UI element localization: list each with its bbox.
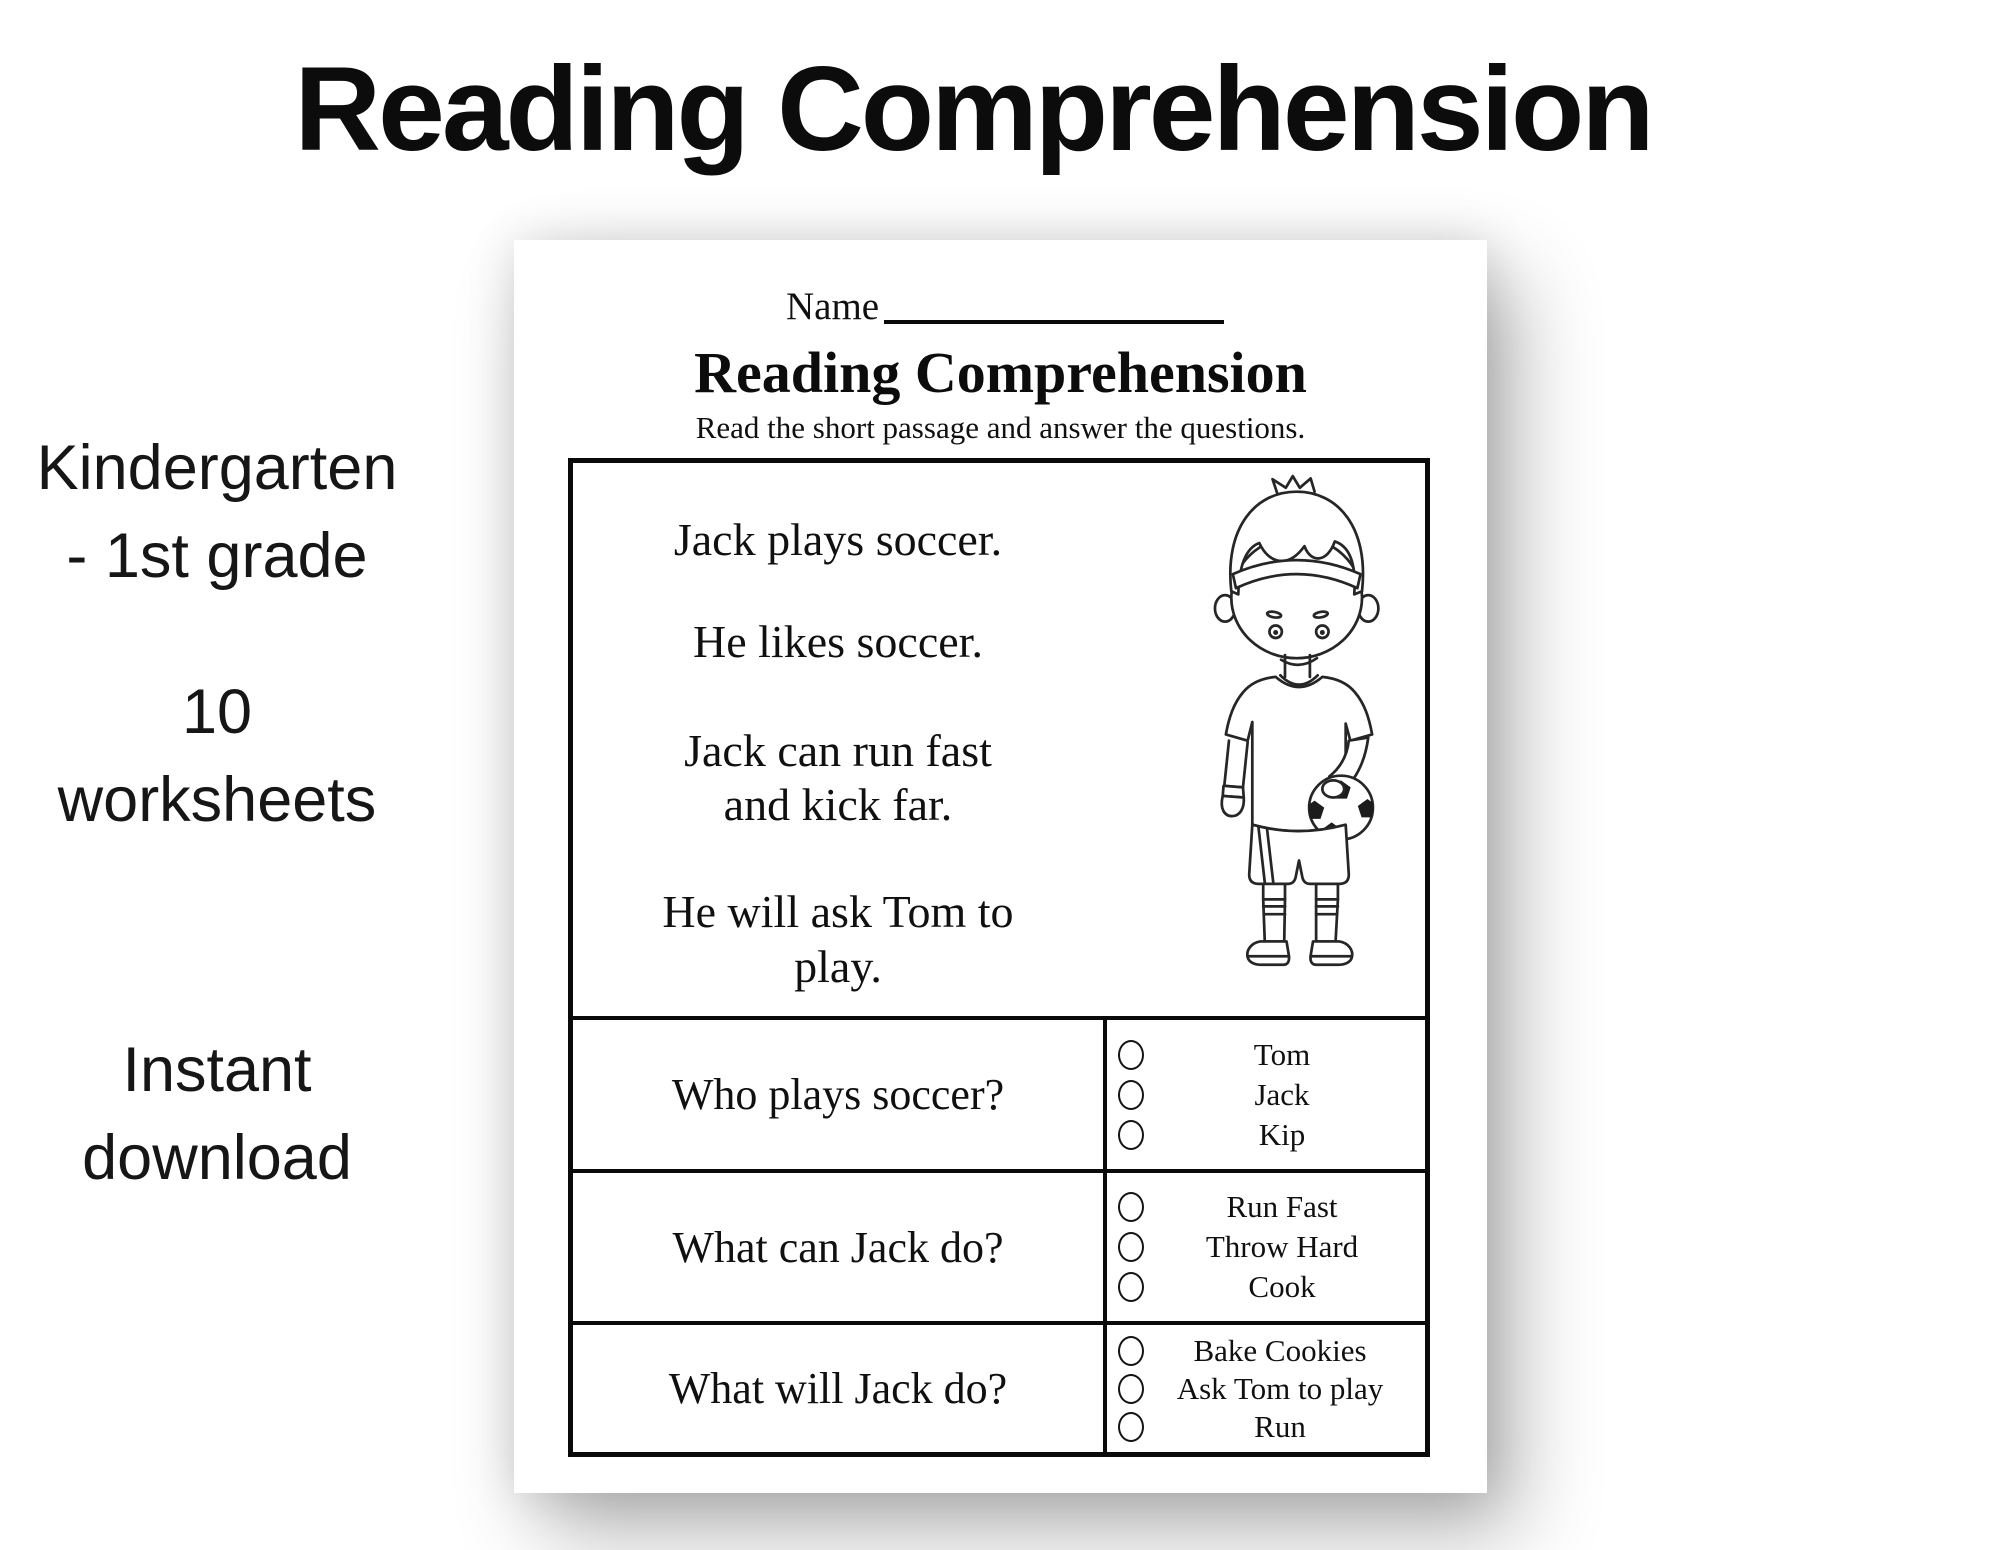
options-cell <box>1107 1173 1425 1321</box>
answer-bubble-icon <box>1118 1336 1144 1366</box>
option-label: Run Fast <box>1226 1189 1338 1224</box>
name-blank-line <box>884 320 1224 324</box>
name-label: Name <box>786 285 880 328</box>
option-label: Cook <box>1248 1269 1316 1304</box>
option-label: Tom <box>1253 1036 1311 1072</box>
answer-bubble-icon <box>1118 1080 1144 1110</box>
promo-grade-line2: - 1st grade <box>66 521 368 591</box>
worksheet-subtitle: Read the short passage and answer the questions. <box>695 410 1306 445</box>
question-text: What can Jack do? <box>573 1173 1107 1321</box>
question-row <box>573 1169 1425 1321</box>
answer-option <box>1107 1227 1425 1267</box>
option-label: Bake Cookies <box>1193 1332 1367 1368</box>
answer-bubble-icon <box>1118 1412 1144 1442</box>
option-label: Kip <box>1258 1116 1306 1152</box>
answer-bubble-icon <box>1118 1232 1144 1262</box>
answer-bubble-icon <box>1118 1040 1144 1070</box>
option-label: Ask Tom to play <box>1176 1370 1384 1406</box>
promo-worksheet-count <box>0 668 434 844</box>
answer-option <box>1107 1408 1425 1446</box>
answer-option <box>1107 1035 1425 1075</box>
answer-option <box>1107 1115 1425 1155</box>
promo-grade-range <box>0 424 434 600</box>
option-label: Run <box>1254 1408 1306 1444</box>
promo-instant-download <box>0 1026 434 1202</box>
option-label: Jack <box>1254 1076 1310 1112</box>
question-text: What will Jack do? <box>573 1325 1107 1452</box>
answer-bubble-icon <box>1118 1272 1144 1302</box>
boy-with-soccer-ball-illustration <box>1208 473 1390 971</box>
option-label: Throw Hard <box>1205 1229 1359 1264</box>
promo-delivery-line1: Instant <box>122 1035 312 1105</box>
promo-count-line1: 10 <box>181 677 253 747</box>
passage-sentence: Jack plays soccer. <box>673 514 1003 565</box>
answer-option <box>1107 1370 1425 1408</box>
answer-option <box>1107 1267 1425 1307</box>
passage-cell <box>573 463 1425 1016</box>
promo-grade-line1: Kindergarten <box>36 433 398 503</box>
answer-option <box>1107 1332 1425 1370</box>
answer-bubble-icon <box>1118 1192 1144 1222</box>
passage-sentence: He likes soccer. <box>693 616 983 667</box>
question-text: Who plays soccer? <box>573 1020 1107 1169</box>
worksheet-table <box>568 458 1430 1457</box>
answer-bubble-icon <box>1118 1374 1144 1404</box>
passage-sentence: Jack can run fast and kick far. <box>684 725 992 830</box>
answer-option <box>1107 1187 1425 1227</box>
question-row <box>573 1016 1425 1169</box>
promo-main-title: Reading Comprehension <box>294 42 1652 176</box>
worksheet-page <box>514 240 1487 1493</box>
worksheet-title: Reading Comprehension <box>694 340 1307 405</box>
promo-count-line2: worksheets <box>57 765 377 835</box>
promo-delivery-line2: download <box>82 1123 352 1193</box>
passage-sentence: He will ask Tom to play. <box>662 886 1014 992</box>
options-cell <box>1107 1325 1425 1452</box>
question-row <box>573 1321 1425 1452</box>
options-cell <box>1107 1020 1425 1169</box>
answer-option <box>1107 1075 1425 1115</box>
answer-bubble-icon <box>1118 1120 1144 1150</box>
